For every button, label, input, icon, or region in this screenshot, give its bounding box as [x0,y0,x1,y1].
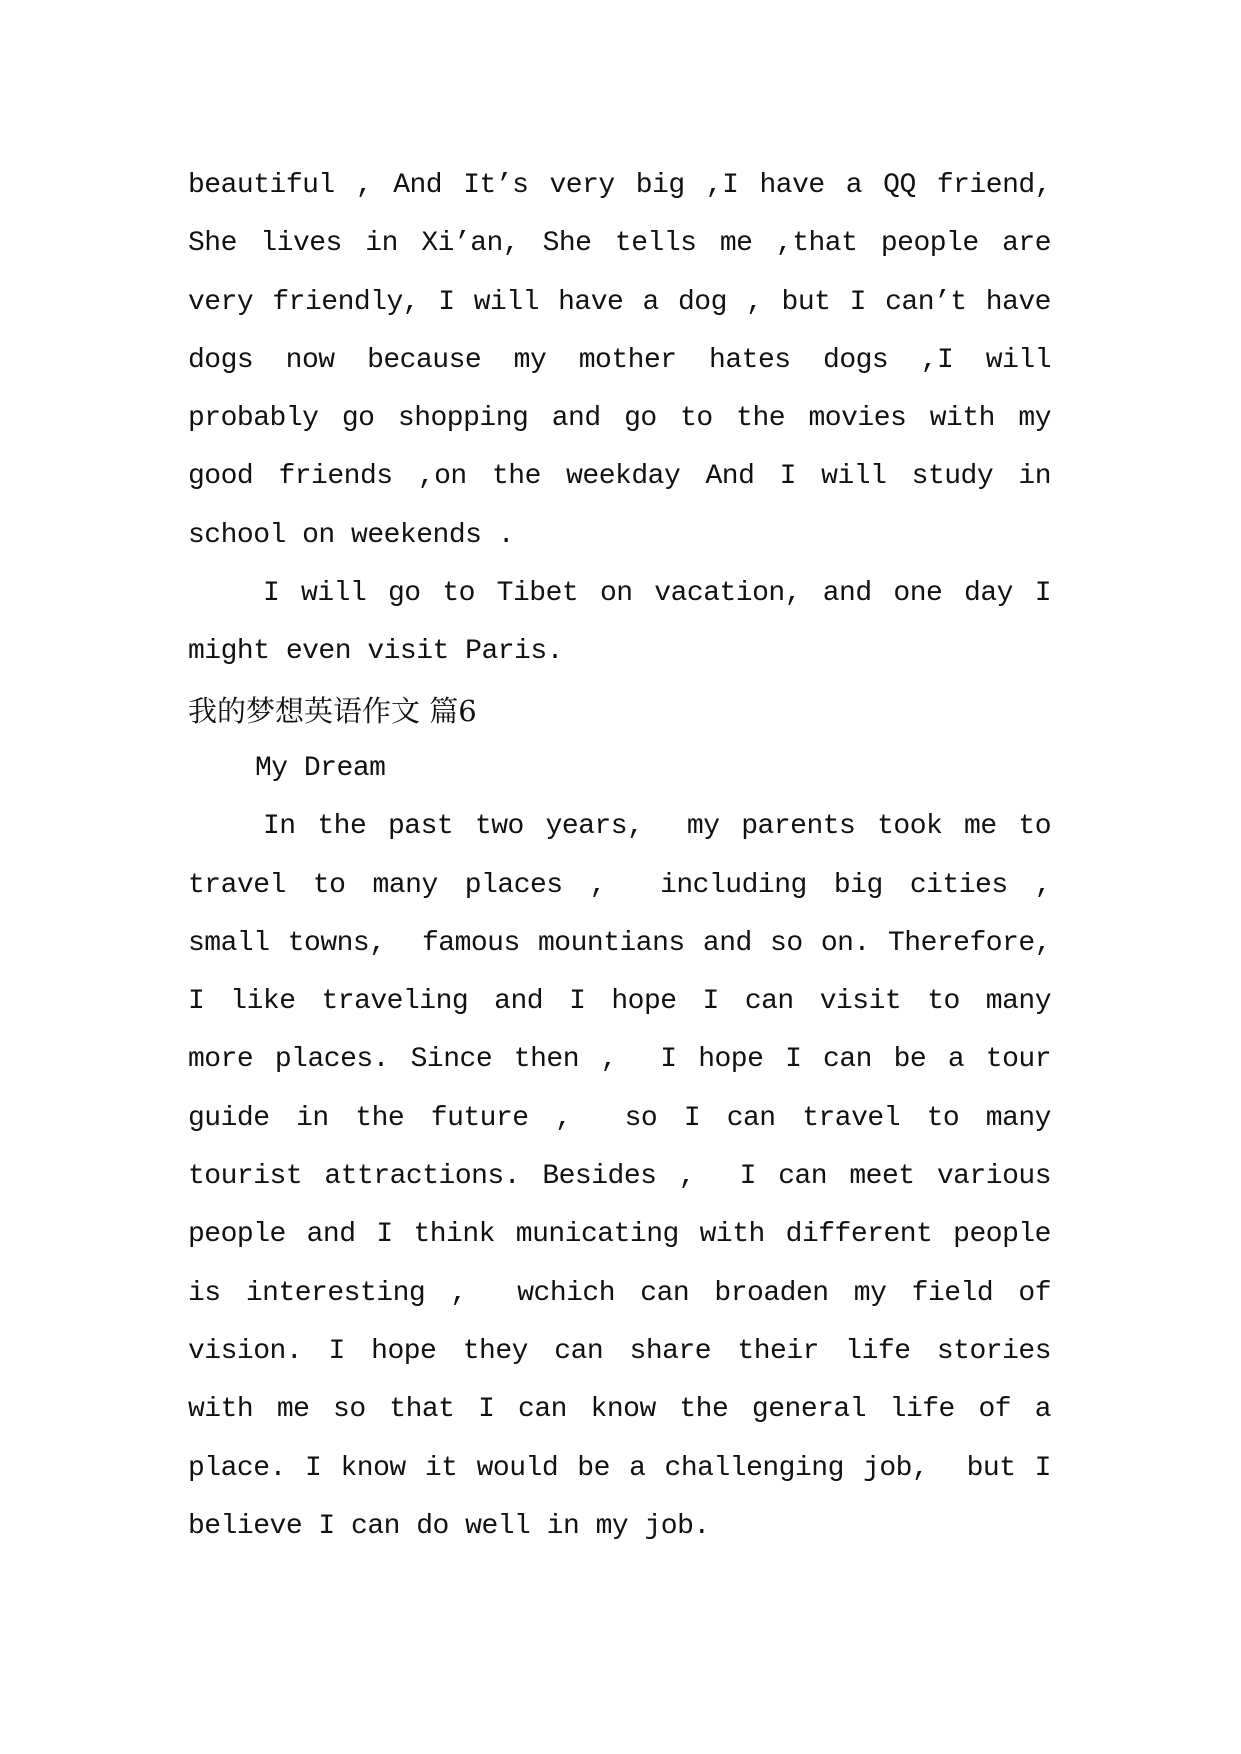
text-line: with me so that I can know the general life of a [188,1394,1051,1426]
text-line: I will go to Tibet on vacation, and one day I [263,578,1051,610]
text-line: place. I know it would be a challenging job, but I [188,1452,1051,1484]
text-line: She lives in Xi’an, She tells me ,that people are [188,228,1051,260]
text-line: probably go shopping and go to the movies with my [188,403,1051,435]
text-line: school on weekends . [188,519,515,551]
text-line: people and I think municating with different people [188,1219,1051,1251]
vacation-paragraph [188,565,1051,682]
text-line: is interesting , wchich can broaden my field of [188,1277,1051,1309]
text-line: good friends ,on the weekday And I will study in [188,461,1051,493]
text-line: In the past two years, my parents took me to [263,811,1051,843]
text-line: tourist attractions. Besides , I can meet various [188,1161,1051,1193]
text-line: vision. I hope they can share their life stories [188,1335,1051,1367]
section-heading: 我的梦想英语作文 篇6 [188,693,477,728]
continued-paragraph [188,157,1051,565]
essay-title: My Dream [255,752,386,784]
text-line: beautiful , And It’s very big ,I have a QQ friend, [188,170,1051,201]
page-body [188,157,1051,1556]
essay-paragraph [188,798,1051,1556]
text-line: dogs now because my mother hates dogs ,I will [188,344,1051,376]
text-line: believe I can do well in my job. [188,1510,710,1542]
text-line: guide in the future , so I can travel to many [188,1102,1051,1134]
text-line: I like traveling and I hope I can visit to many [188,986,1051,1018]
text-line: might even visit Paris. [188,636,563,668]
text-line: travel to many places , including big cities , [188,869,1051,901]
text-line: very friendly, I will have a dog , but I can’t have [188,286,1051,318]
text-line: small towns, famous mountians and so on. Therefore, [188,927,1051,959]
text-line: more places. Since then , I hope I can be a tour [188,1044,1051,1076]
